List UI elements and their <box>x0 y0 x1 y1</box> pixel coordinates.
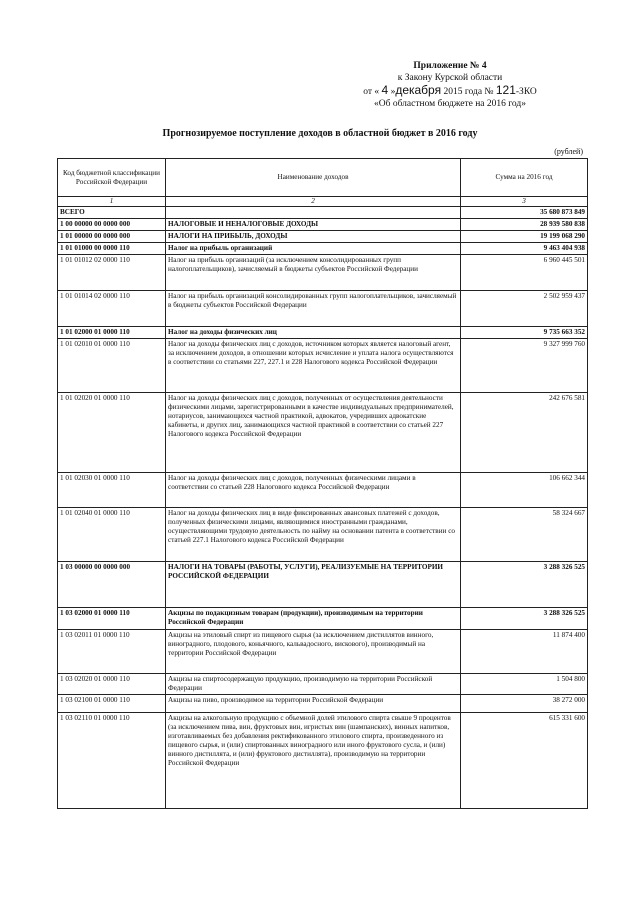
table-row <box>58 630 588 674</box>
row-amount: 615 331 600 <box>461 713 588 809</box>
amount-column-header: Сумма на 2016 год <box>461 159 588 197</box>
row-amount: 11 874 400 <box>461 630 588 674</box>
row-amount: 9 327 999 760 <box>461 339 588 393</box>
document-title: Прогнозируемое поступление доходов в областной бюджет в 2016 году <box>162 128 478 139</box>
row-name: Акцизы по подакцизным товарам (продукции), производимым на территории Российской Федерации <box>166 608 461 630</box>
unit-label: (рублей) <box>554 147 583 156</box>
column-number: 3 <box>461 197 588 207</box>
table-row <box>58 508 588 562</box>
row-amount: 2 502 959 437 <box>461 291 588 327</box>
table-row <box>58 713 588 809</box>
table-row <box>58 339 588 393</box>
row-code: 1 03 02011 01 0000 110 <box>58 630 166 674</box>
column-number: 1 <box>58 197 166 207</box>
table-row <box>58 674 588 695</box>
row-code: 1 03 00000 00 0000 000 <box>58 562 166 608</box>
table-row <box>58 608 588 630</box>
row-amount: 3 288 326 525 <box>461 562 588 608</box>
law-date-line: от « 4 »декабря 2015 года № 121-ЗКО <box>363 83 537 97</box>
row-name: Налог на прибыль организаций <box>166 243 461 255</box>
row-code: 1 01 02010 01 0000 110 <box>58 339 166 393</box>
row-code: 1 01 00000 00 0000 000 <box>58 231 166 243</box>
table-row <box>58 562 588 608</box>
name-column-header: Наименование доходов <box>166 159 461 197</box>
row-name: Акцизы на алкогольную продукцию с объемной долей этилового спирта свыше 9 процентов (за исключением пива, вин, фруктовых вин, игристых вин (шампанских), винных напитков, изготавливаемых без добавления ректификованного этилового спирта, произведенного из пищевого сырья, и (или) спиртованных виноградного или иного фруктового сусла, и (или) винного дистиллята, и (или) фруктового дистиллята), производимую на территории Российской Федерации <box>166 713 461 809</box>
law-title: «Об областном бюджете на 2016 год» <box>374 99 526 109</box>
row-name: Налог на прибыль организаций (за исключением консолидированных групп налогоплательщиков), зачисляемый в бюджеты субъектов Российской Федерации <box>166 255 461 291</box>
row-amount: 58 324 667 <box>461 508 588 562</box>
row-name <box>166 207 461 219</box>
row-amount: 1 504 800 <box>461 674 588 695</box>
table-row <box>58 243 588 255</box>
row-code: 1 01 01014 02 0000 110 <box>58 291 166 327</box>
row-code: 1 01 02000 01 0000 110 <box>58 327 166 339</box>
row-name: Акцизы на этиловый спирт из пищевого сырья (за исключением дистиллятов винного, виноградного, плодового, коньячного, кальвадосного, вискового), производимый на территории Российской Федерации <box>166 630 461 674</box>
row-amount: 9 735 663 352 <box>461 327 588 339</box>
row-code: 1 01 01012 02 0000 110 <box>58 255 166 291</box>
column-number: 2 <box>166 197 461 207</box>
row-name: Налог на доходы физических лиц с доходов, источником которых является налоговый агент, за исключением доходов, в отношении которых исчисление и уплата налога осуществляются в соответствии со статьями 227, 227.1 и 228 Налогового кодекса Российской Федерации <box>166 339 461 393</box>
row-name: Налог на доходы физических лиц <box>166 327 461 339</box>
appendix-header <box>330 60 570 110</box>
month-handwritten: декабря <box>395 83 442 97</box>
row-code: 1 01 01000 00 0000 110 <box>58 243 166 255</box>
row-code: ВСЕГО <box>58 207 166 219</box>
table-row <box>58 327 588 339</box>
row-name: Налог на доходы физических лиц с доходов, полученных физическими лицами в соответствии со статьей 228 Налогового кодекса Российской Федерации <box>166 473 461 508</box>
revenue-table <box>57 158 588 809</box>
row-amount: 28 939 580 838 <box>461 219 588 231</box>
table-row <box>58 291 588 327</box>
row-name: Акцизы на спиртосодержащую продукцию, производимую на территории Российской Федерации <box>166 674 461 695</box>
row-amount: 9 463 404 938 <box>461 243 588 255</box>
row-code: 1 01 02040 01 0000 110 <box>58 508 166 562</box>
row-code: 1 01 02020 01 0000 110 <box>58 393 166 473</box>
appendix-number: Приложение № 4 <box>413 61 487 71</box>
table-row <box>58 695 588 713</box>
table-row <box>58 219 588 231</box>
row-code: 1 01 02030 01 0000 110 <box>58 473 166 508</box>
row-code: 1 03 02100 01 0000 110 <box>58 695 166 713</box>
row-name: НАЛОГИ НА ПРИБЫЛЬ, ДОХОДЫ <box>166 231 461 243</box>
row-amount: 106 662 344 <box>461 473 588 508</box>
day-handwritten: 4 <box>381 83 389 97</box>
table-row <box>58 473 588 508</box>
row-amount: 35 680 873 849 <box>461 207 588 219</box>
law-reference: к Закону Курской области <box>397 73 503 83</box>
table-row <box>58 255 588 291</box>
row-code: 1 03 02000 01 0000 110 <box>58 608 166 630</box>
row-amount: 3 288 326 525 <box>461 608 588 630</box>
table-row <box>58 231 588 243</box>
row-code: 1 03 02020 01 0000 110 <box>58 674 166 695</box>
row-name: Налог на доходы физических лиц с доходов, полученных от осуществления деятельности физическими лицами, зарегистрированными в качестве индивидуальных предпринимателей, нотариусов, занимающихся частной практикой, адвокатов, учредивших адвокатские кабинеты, и других лиц, занимающихся частной практикой в соответствии со статьей 227 Налогового кодекса Российской Федерации <box>166 393 461 473</box>
row-name: НАЛОГОВЫЕ И НЕНАЛОГОВЫЕ ДОХОДЫ <box>166 219 461 231</box>
table-row <box>58 207 588 219</box>
row-name: Акцизы на пиво, производимое на территории Российской Федерации <box>166 695 461 713</box>
row-amount: 19 199 068 290 <box>461 231 588 243</box>
code-column-header: Код бюджетной классификации Российской Федерации <box>58 159 166 197</box>
row-name: Налог на доходы физических лиц в виде фиксированных авансовых платежей с доходов, полученных физическими лицами, являющимися иностранными гражданами, осуществляющими трудовую деятельность по найму на основании патента в соответствии со статьей 227.1 Налогового кодекса Российской Федерации <box>166 508 461 562</box>
row-code: 1 00 00000 00 0000 000 <box>58 219 166 231</box>
table-row <box>58 393 588 473</box>
row-code: 1 03 02110 01 0000 110 <box>58 713 166 809</box>
row-amount: 6 960 445 501 <box>461 255 588 291</box>
row-amount: 242 676 581 <box>461 393 588 473</box>
row-name: НАЛОГИ НА ТОВАРЫ (РАБОТЫ, УСЛУГИ), РЕАЛИЗУЕМЫЕ НА ТЕРРИТОРИИ РОССИЙСКОЙ ФЕДЕРАЦИИ <box>166 562 461 608</box>
row-name: Налог на прибыль организаций консолидированных групп налогоплательщиков, зачисляемый в бюджеты субъектов Российской Федерации <box>166 291 461 327</box>
law-number-handwritten: 121 <box>495 83 516 97</box>
row-amount: 38 272 000 <box>461 695 588 713</box>
